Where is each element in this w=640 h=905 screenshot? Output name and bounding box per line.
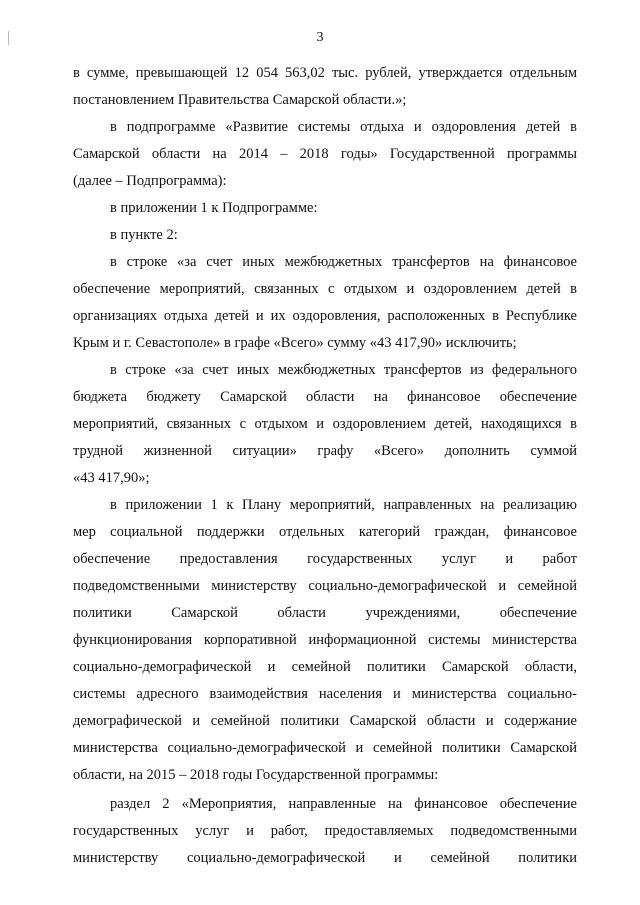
- text-line: министерства социально-демографической и семейной политики Самарской: [73, 740, 577, 756]
- text-line: мер социальной поддержки отдельных категорий граждан, финансовое: [73, 524, 577, 540]
- text-line: в сумме, превышающей 12 054 563,02 тыс. рублей, утверждается отдельным: [73, 65, 577, 81]
- text-line: трудной жизненной ситуации» графу «Всего» дополнить суммой: [73, 443, 577, 459]
- text-line: в приложении 1 к Подпрограмме:: [110, 200, 318, 216]
- text-line: политики Самарской области учреждениями, обеспечение: [73, 605, 577, 621]
- text-line: Крым и г. Севастополе» в графе «Всего» сумму «43 417,90» исключить;: [73, 335, 517, 351]
- text-line: государственных услуг и работ, предоставляемых подведомственными: [73, 823, 577, 839]
- text-line: подведомственными министерству социально-демографической и семейной: [73, 578, 577, 594]
- text-line: бюджета бюджету Самарской области на финансовое обеспечение: [73, 389, 577, 405]
- text-line: мероприятий, связанных с отдыхом и оздоровлением детей, находящихся в: [73, 416, 577, 432]
- text-line: (далее – Подпрограмма):: [73, 173, 227, 189]
- page-number: 3: [316, 30, 324, 45]
- text-line: постановлением Правительства Самарской области.»;: [73, 92, 407, 108]
- text-line: демографической и семейной политики Самарской области и содержание: [73, 713, 577, 729]
- text-line: в пункте 2:: [110, 227, 178, 243]
- text-line: «43 417,90»;: [73, 470, 150, 486]
- text-line: обеспечение предоставления государственных услуг и работ: [73, 551, 577, 567]
- text-line: раздел 2 «Мероприятия, направленные на финансовое обеспечение: [110, 796, 577, 812]
- text-line: социально-демографической и семейной политики Самарской области,: [73, 659, 577, 675]
- text-line: министерству социально-демографической и семейной политики: [73, 850, 577, 866]
- text-line: обеспечение мероприятий, связанных с отдыхом и оздоровлением детей в: [73, 281, 577, 297]
- text-line: в строке «за счет иных межбюджетных трансфертов из федерального: [110, 362, 577, 378]
- text-line: области, на 2015 – 2018 годы Государственной программы:: [73, 767, 439, 783]
- text-line: в подпрограмме «Развитие системы отдыха и оздоровления детей в: [110, 119, 577, 135]
- text-line: в строке «за счет иных межбюджетных трансфертов на финансовое: [110, 254, 577, 270]
- text-line: системы адресного взаимодействия населения и министерства социально-: [73, 686, 577, 702]
- text-line: функционирования корпоративной информационной системы министерства: [73, 632, 577, 648]
- text-line: Самарской области на 2014 – 2018 годы» Государственной программы: [73, 146, 577, 162]
- text-line: в приложении 1 к Плану мероприятий, направленных на реализацию: [110, 497, 577, 513]
- text-line: организациях отдыха детей и их оздоровления, расположенных в Республике: [73, 308, 577, 324]
